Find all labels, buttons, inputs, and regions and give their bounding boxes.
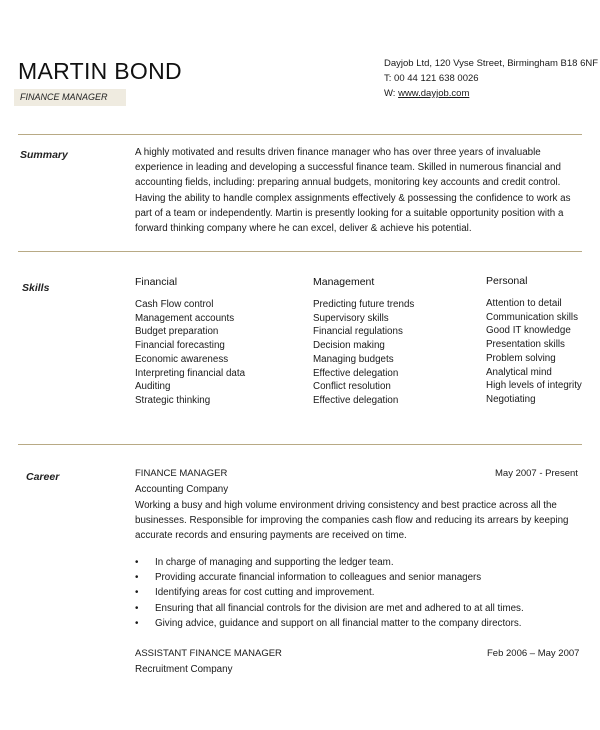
skill-item: Problem solving — [486, 352, 556, 364]
skill-item: Conflict resolution — [313, 381, 391, 393]
skill-item: Good IT knowledge — [486, 325, 571, 337]
skill-item: Effective delegation — [313, 394, 399, 406]
summary-label: Summary — [20, 149, 68, 161]
divider-header — [18, 134, 582, 135]
job-duty — [135, 585, 585, 600]
skill-item: Strategic thinking — [135, 394, 211, 406]
skill-item: Predicting future trends — [313, 299, 415, 310]
divider-skills — [18, 444, 582, 445]
web-prefix: W: — [384, 88, 396, 99]
job-duty-text: Providing accurate financial information to colleagues and senior managers — [155, 572, 482, 584]
bullet-icon: • — [135, 602, 139, 614]
job-duty-text: In charge of managing and supporting the ledger team. — [155, 557, 394, 568]
skill-item: Presentation skills — [486, 339, 565, 351]
phone-prefix: T: — [384, 73, 392, 84]
skill-item: Cash Flow control — [135, 299, 214, 310]
job-duty-text: Identifying areas for cost cutting and improvement. — [155, 587, 375, 599]
skills-heading-financial: Financial — [135, 276, 178, 288]
skill-item: Interpreting financial data — [135, 367, 246, 379]
contact-address: Dayjob Ltd, 120 Vyse Street, Birmingham B18 6NF — [384, 58, 599, 69]
skill-item: Decision making — [313, 340, 385, 352]
skill-item: Auditing — [135, 381, 171, 393]
skill-item: Financial regulations — [313, 326, 403, 338]
divider-summary — [18, 251, 582, 252]
skill-item: Financial forecasting — [135, 340, 225, 352]
job-description: Working a busy and high volume environment driving consistency and best practice across all the businesses. Responsible for improving the companies cash flow and reducing its arrears by keeping accurate records and ensuring payments are received on time. — [135, 500, 569, 541]
job-company: Recruitment Company — [135, 664, 233, 675]
bullet-icon: • — [135, 587, 139, 599]
skills-column-financial — [135, 276, 245, 408]
bullet-icon: • — [135, 557, 139, 568]
job-duties-list — [135, 555, 585, 631]
job-duty — [135, 601, 585, 616]
skill-item: Management accounts — [135, 312, 235, 324]
skills-column-personal — [486, 275, 582, 407]
job-dates: Feb 2006 – May 2007 — [487, 648, 580, 659]
skill-item: Communication skills — [486, 311, 579, 323]
skill-item: Supervisory skills — [313, 312, 389, 324]
job-title: ASSISTANT FINANCE MANAGER — [135, 648, 282, 659]
skills-label: Skills — [22, 282, 50, 294]
summary-text: A highly motivated and results driven finance manager who has over three years of invaluable experience in leading and developing a successful finance team. Skilled in numerous financial and accounting fields, including: preparing annual budgets, monitoring key accounts and credit control. Having the ability to handle complex assignments effectively & possessing the confidence to work as part of a team or independently. Martin is presently looking for a suitable opportunity position with a forward thinking company where he can excel, deliver & achieve his potential. — [135, 147, 571, 235]
website-link[interactable]: www.dayjob.com — [398, 88, 470, 99]
skills-heading-personal: Personal — [486, 275, 528, 287]
candidate-name: MARTIN BOND — [18, 58, 182, 84]
career-label: Career — [26, 471, 60, 483]
skill-item: Economic awareness — [135, 353, 229, 365]
job-company: Accounting Company — [135, 484, 229, 495]
skills-heading-management: Management — [313, 276, 375, 288]
skill-item: High levels of integrity — [486, 380, 582, 392]
job-duty-text: Ensuring that all financial controls for the division are met and adhered to at all times. — [155, 602, 524, 614]
job-title: FINANCE MANAGER — [135, 468, 228, 479]
bullet-icon: • — [135, 617, 139, 629]
skills-column-management — [313, 276, 414, 408]
job-duty-text: Giving advice, guidance and support on all financial matter to the company directors. — [155, 617, 522, 629]
skill-item: Budget preparation — [135, 326, 219, 338]
phone-number: 00 44 121 638 0026 — [394, 73, 479, 84]
skill-item: Effective delegation — [313, 367, 399, 379]
contact-web — [384, 88, 469, 99]
job-dates: May 2007 - Present — [495, 468, 578, 479]
bullet-icon: • — [135, 572, 139, 584]
skill-item: Managing budgets — [313, 353, 394, 365]
job-duty — [135, 616, 585, 631]
skill-item: Negotiating — [486, 393, 536, 405]
contact-phone — [384, 73, 479, 84]
skill-item: Analytical mind — [486, 366, 552, 378]
job-duty — [135, 570, 585, 585]
skill-item: Attention to detail — [486, 298, 562, 309]
job-duty — [135, 555, 585, 570]
candidate-role: FINANCE MANAGER — [20, 92, 108, 102]
